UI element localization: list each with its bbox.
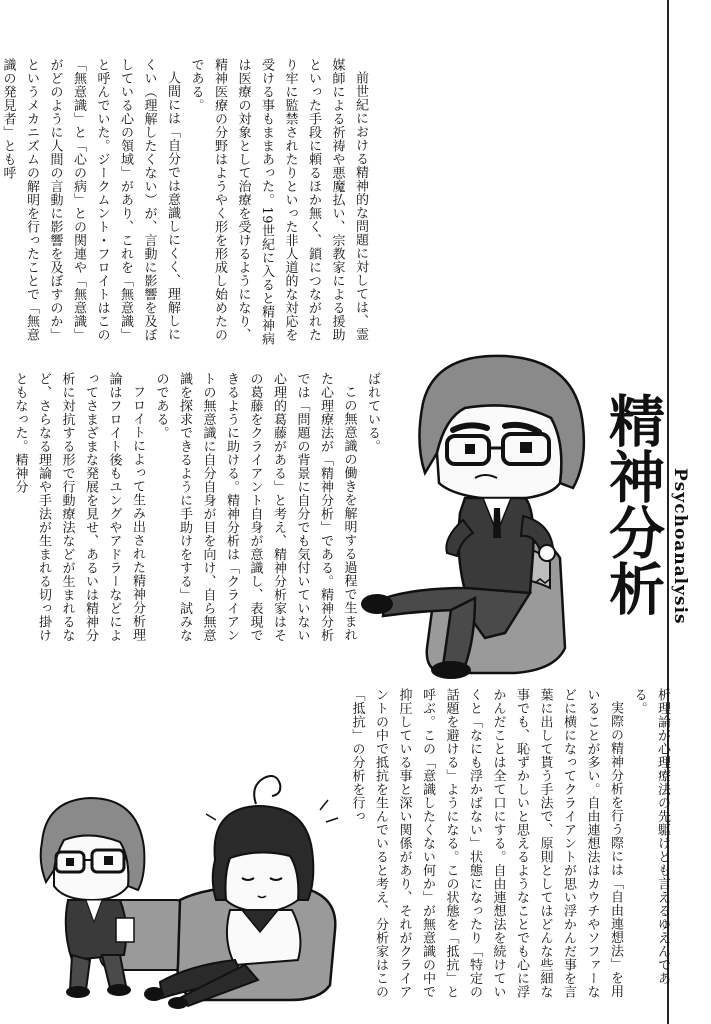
analyst-illustration (355, 348, 605, 683)
paragraph: 前世紀における精神的な問題に対しては、霊媒師による祈祷や悪魔払い、宗教家による援助といった手段に頼るほか無く、鎖につながれたり牢に監禁されたりといった非人道的な対応を受ける事もままあった。19世紀に入ると精神病は医療の対象として治療を受けるようになり、精神医療の分野はようやく形を形成し始めたのである。 (188, 58, 368, 346)
page-subtitle: Psychoanalysis (670, 468, 690, 625)
text-block-upper (0, 58, 372, 350)
paragraph: この無意識の働きを解明する過程で生まれた心理療法が「精神分析」である。精神分析では「問題の背景に自分でも気付いていない心理的葛藤がある」と考え、精神分析家はその葛藤をクライアント自身が意識し、表現できるように助ける。精神分析は「クライアントの無意識に自分自身が目を向け、自ら無意識を探求できるように手助けをする」試みなのである。 (153, 372, 357, 642)
text-block-lower (350, 688, 674, 1006)
session-illustration (20, 750, 345, 1010)
page-title: 精神分析 (600, 392, 665, 616)
paragraph: 人間には「自分では意識しにくく、理解しにくい（理解したくない）が、言動に影響を及ぼしている心の領域」があり、これを「無意識」と呼んでいた。ジークムント・フロイトはこの「無意識」と「心の病」との関連や「無意識」がどのように人間の言動に影響を及ぼすのか」というメカニズムの解明を行ったことで「無意識の発見者」とも呼 (0, 58, 180, 342)
face-shape (437, 406, 561, 500)
paragraph: 実際の精神分析を行う際には「自由連想法」を用いることが多い。自由連想法はカウチやソファーなどに横になってクライアントが思い浮かんだ事を言葉に出して貰う手法で、原則としてはどんな些細な事でも、恥ずかしいと思えるようなことでも心に浮かんだことは全て口にする。自由連想法を続けていくと「なにも浮かばない」状態になったり「特定の話題を避ける」ようになる。この状態を「抵抗」と呼ぶ。この「意識したくない何か」が無意識の中で抑圧している事と深い関係があり、それがクライアントの中で抵抗を生んでいると考え、分析家はこの「抵抗」の分析を行っ (349, 688, 623, 999)
paragraph: ばれている。 (365, 372, 380, 453)
paragraph: 析理論が心理療法の先駆けとも言えるゆえんである。 (631, 688, 670, 985)
paragraph: フロイトによって生み出された精神分析理論はフロイト後もユングやアドラーなどによってさまざまな発展を見せ、あるいは精神分析に対抗する形で行動療法などが生まれるなど、さらなる理論や手法が生まれる切っ掛けともなった。精神分 (12, 372, 145, 642)
text-block-middle (12, 372, 384, 650)
